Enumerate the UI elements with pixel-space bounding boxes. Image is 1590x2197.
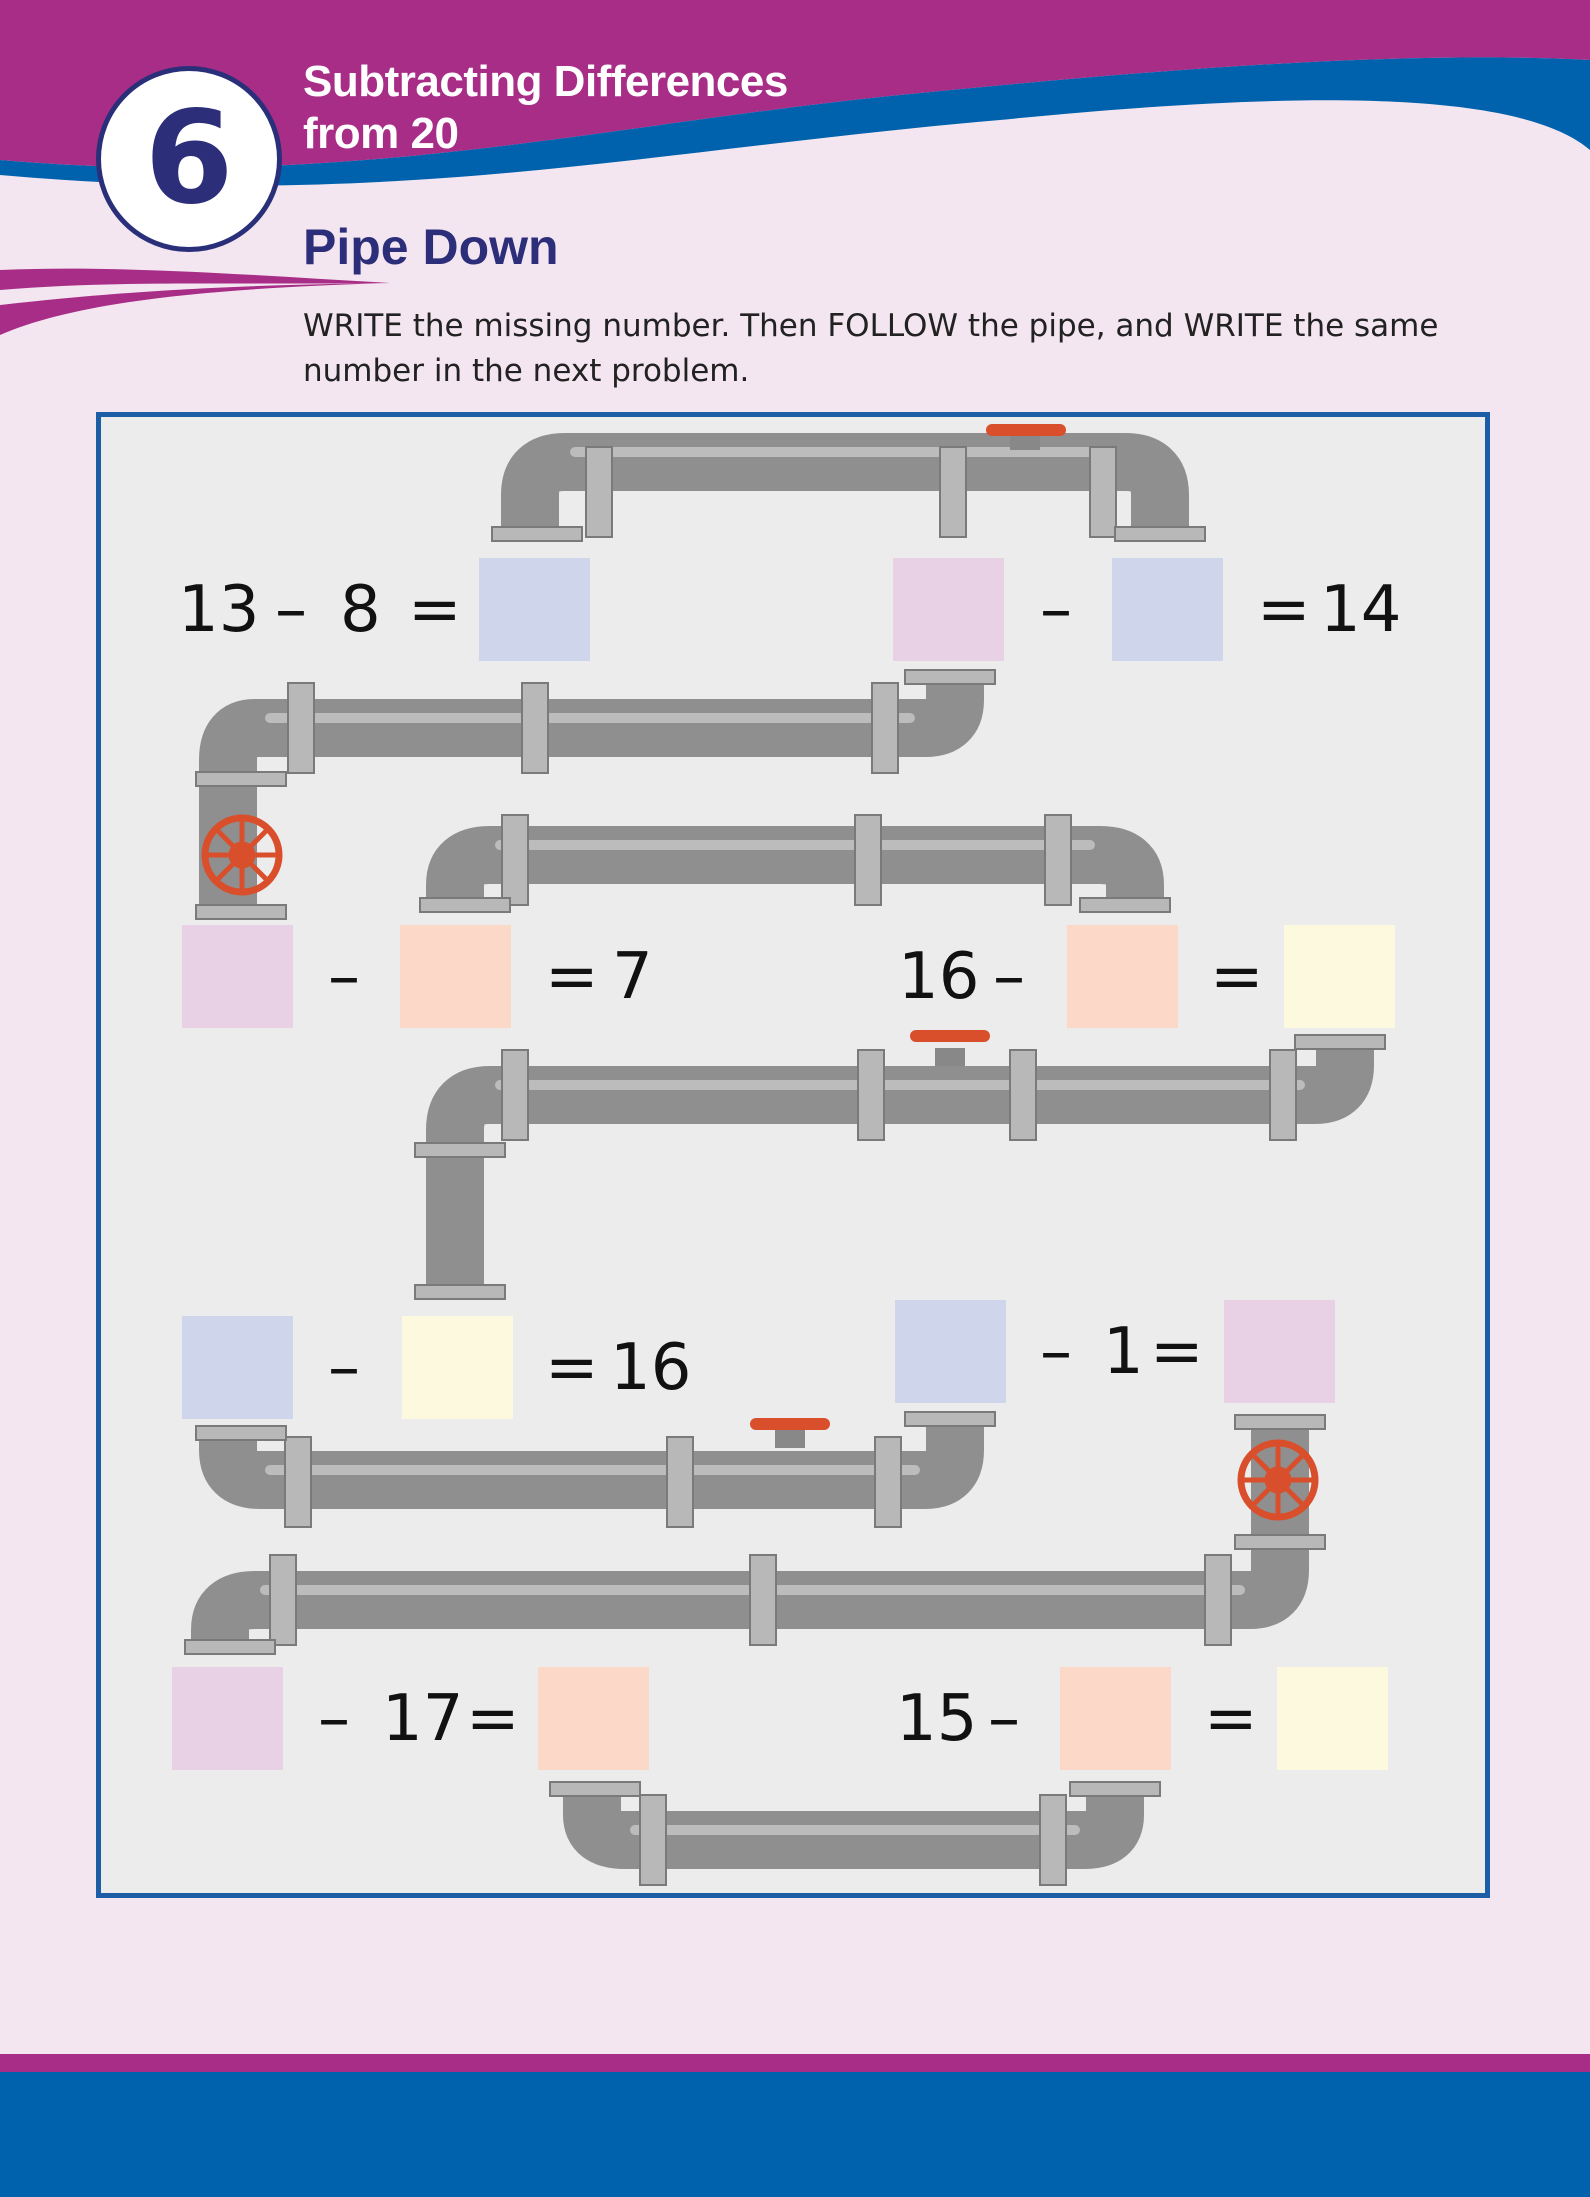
p3-minuend-box[interactable] [182, 925, 293, 1028]
title-line-2: from 20 [303, 109, 459, 158]
p4-subtrahend-box[interactable] [1067, 925, 1178, 1028]
p1-answer-box[interactable] [479, 558, 590, 661]
p2-equals: = [1257, 573, 1311, 647]
p2-minus: – [1040, 573, 1072, 647]
activity-number: 6 [144, 84, 234, 233]
p5-minuend-box[interactable] [182, 1316, 293, 1419]
p2-result: 14 [1320, 573, 1402, 647]
p1-number-a: 13 [178, 573, 260, 647]
footer-bar [0, 2072, 1590, 2197]
valve-wheel [205, 818, 1315, 1517]
p3-equals: = [545, 940, 599, 1014]
title-line-1: Subtracting Differences [303, 57, 788, 106]
p8-equals: = [1204, 1682, 1258, 1756]
activity-subtitle: Pipe Down [303, 219, 559, 275]
p7-minus: – [318, 1682, 350, 1756]
p6-number-b: 1 [1103, 1315, 1144, 1389]
p8-number-a: 15 [896, 1682, 978, 1756]
p7-minuend-box[interactable] [172, 1667, 283, 1770]
p2-subtrahend-box[interactable] [1112, 558, 1223, 661]
p1-equals: = [408, 573, 462, 647]
p2-minuend-box[interactable] [893, 558, 1004, 661]
p5-equals: = [545, 1331, 599, 1405]
footer-stripe [0, 2054, 1590, 2072]
p7-answer-box[interactable] [538, 1667, 649, 1770]
p1-minus: – [275, 573, 307, 647]
p7-equals: = [466, 1682, 520, 1756]
p6-equals: = [1150, 1315, 1204, 1389]
p3-result: 7 [612, 940, 653, 1014]
p5-minus: – [328, 1331, 360, 1405]
p5-result: 16 [610, 1331, 692, 1405]
p4-minus: – [993, 940, 1025, 1014]
p7-number-b: 17 [382, 1682, 464, 1756]
p4-equals: = [1210, 940, 1264, 1014]
p8-answer-box[interactable] [1277, 1667, 1388, 1770]
p8-subtrahend-box[interactable] [1060, 1667, 1171, 1770]
p1-number-b: 8 [340, 573, 381, 647]
p6-minus: – [1040, 1315, 1072, 1389]
p5-subtrahend-box[interactable] [402, 1316, 513, 1419]
instructions: WRITE the missing number. Then FOLLOW the pipe, and WRITE the same number in the next problem. [303, 308, 1439, 389]
p8-minus: – [988, 1682, 1020, 1756]
p6-minuend-box[interactable] [895, 1300, 1006, 1403]
p4-number-a: 16 [898, 940, 980, 1014]
p6-answer-box[interactable] [1224, 1300, 1335, 1403]
p3-minus: – [328, 940, 360, 1014]
p3-subtrahend-box[interactable] [400, 925, 511, 1028]
p4-answer-box[interactable] [1284, 925, 1395, 1028]
